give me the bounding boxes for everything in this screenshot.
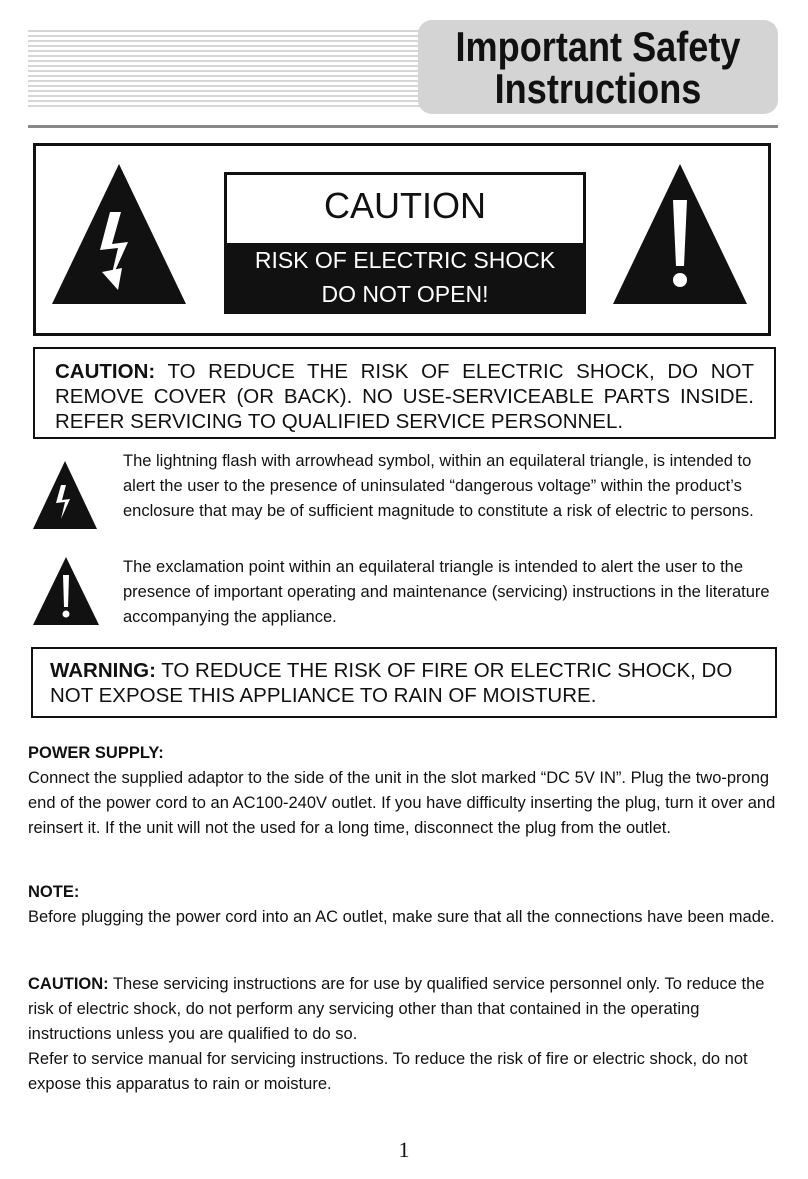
exclamation-triangle-icon	[613, 164, 747, 304]
warning-box	[31, 647, 777, 718]
header-stripes	[28, 30, 428, 110]
lightning-triangle-icon	[33, 461, 97, 529]
caution-title: CAUTION	[324, 185, 486, 226]
lightning-symbol-explanation	[33, 449, 778, 549]
note-section	[28, 880, 778, 930]
caution-section	[28, 972, 778, 1097]
caution-notice-label: CAUTION:	[55, 360, 156, 383]
caution-section-label: CAUTION:	[28, 975, 109, 993]
note-text: Before plugging the power cord into an AC outlet, make sure that all the connections have been made.	[28, 908, 775, 926]
power-supply-section	[28, 741, 778, 841]
page-title-line2: Instructions	[494, 65, 702, 112]
warning-text: TO REDUCE THE RISK OF FIRE OR ELECTRIC SHOCK, DO NOT EXPOSE THIS APPLIANCE TO RAIN OF MOISTURE.	[50, 659, 733, 707]
exclamation-symbol-text: The exclamation point within an equilateral triangle is intended to alert the user to the presence of important operating and maintenance (servicing) instructions in the literature accompanying the appliance.	[123, 558, 770, 626]
caution-label	[224, 172, 586, 314]
page-number: 1	[398, 1137, 410, 1162]
exclamation-symbol-explanation	[33, 555, 778, 635]
caution-notice-text: TO REDUCE THE RISK OF ELECTRIC SHOCK, DO NOT REMOVE COVER (OR BACK). NO USE-SERVICEABLE PARTS INSIDE. REFER SERVICING TO QUALIFIED SERVICE PERSONNEL.	[55, 360, 754, 433]
caution-banner	[33, 143, 771, 336]
caution-line-1: RISK OF ELECTRIC SHOCK	[254, 247, 556, 273]
caution-section-text-2: Refer to service manual for servicing instructions. To reduce the risk of fire or electric shock, do not expose this apparatus to rain or moisture.	[28, 1050, 748, 1093]
caution-line-2: DO NOT OPEN!	[321, 281, 489, 307]
note-heading: NOTE:	[28, 883, 80, 901]
caution-warning-block	[227, 243, 583, 311]
exclamation-triangle-icon	[33, 557, 99, 625]
warning-label: WARNING:	[50, 659, 156, 682]
lightning-symbol-text: The lightning flash with arrowhead symbol, within an equilateral triangle, is intended to alert the user to the presence of uninsulated “dangerous voltage” within the product’s enclosure that may be of sufficient magnitude to constitute a risk of electric to persons.	[123, 452, 754, 520]
power-supply-text: Connect the supplied adaptor to the side of the unit in the slot marked “DC 5V IN”. Plug the two-prong end of the power cord to an AC100-240V outlet. If you have difficulty inserting the plug, turn it over and reinsert it. If the unit will not the used for a long time, disconnect the plug from the outlet.	[28, 769, 776, 837]
lightning-triangle-icon	[52, 164, 186, 304]
page-header	[0, 0, 808, 130]
header-divider	[28, 125, 778, 128]
title-box	[418, 20, 778, 114]
power-supply-heading: POWER SUPPLY:	[28, 744, 164, 762]
page-title-line1: Important Safety	[455, 23, 741, 70]
caution-section-text: These servicing instructions are for use by qualified service personnel only. To reduce the risk of electric shock, do not perform any servicing other than that contained in the operating instructions unless you are qualified to do so.	[28, 975, 765, 1043]
caution-notice-box	[33, 347, 776, 439]
